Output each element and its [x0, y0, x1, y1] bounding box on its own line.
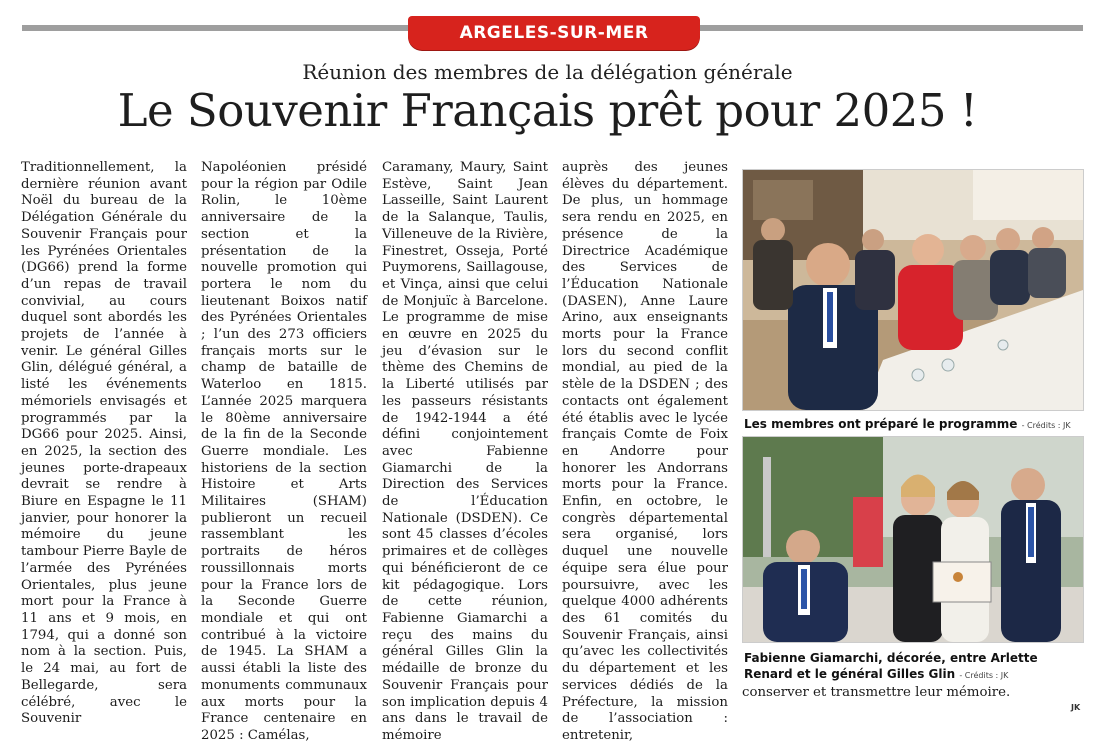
photo-medal-presentation — [742, 436, 1084, 643]
article-headline: Le Souvenir Français prêt pour 2025 ! — [117, 84, 978, 137]
caption-credit: - Crédits : JK — [959, 671, 1009, 680]
author-signoff: JK — [1071, 703, 1081, 712]
photo-caption-2 — [744, 650, 1084, 684]
article-column-3: Caramany, Maury, Saint Estève, Saint Jean Lasseille, Saint Laurent de la Salanque, Taulis, Villeneuve de la Rivière, Finestret, Osseja, Porté Puymorens, Saillagouse, et Vinça, ainsi que celui de Monjuïc à Barcelone. Le programme de mise en œuvre en 2025 du jeu d’évasion sur le thème des Chemins de la Liberté utilisés par les passeurs résistants de 1942-1944 a été défini conjointement avec Fabienne Giamarchi de la Direction des Services de l’Éducation Nationale (DSDEN). Ce sont 45 classes d’écoles primaires et de collèges qui bénéficieront de ce kit pédagogique. Lors de cette réunion, Fabienne Giamarchi a reçu des mains du général Gilles Glin la médaille de bronze du Souvenir Français pour son implication depuis 4 ans dans le travail de mémoire — [382, 160, 548, 743]
section-banner: ARGELES-SUR-MER — [408, 16, 700, 50]
article-column-1: Traditionnellement, la dernière réunion avant Noël du bureau de la Délégation Générale du Souvenir Français pour les Pyrénées Orientales (DG66) prend la forme d’un repas de travail convivial, au cours duquel sont abordés les projets de l’année à venir. Le général Gilles Glin, délégué général, a listé les événements mémoriels envisagés et programmés par la DG66 pour 2025. Ainsi, en 2025, la section des jeunes porte-drapeaux devrait se rendre à Biure en Espagne le 11 janvier, pour honorer la mémoire du jeune tambour Pierre Bayle de l’armée des Pyrénées Orientales, plus jeune mort pour la France à 11 ans et 9 mois, en 1794, qui a donné son nom à la section. Puis, le 24 mai, au fort de Bellegarde, sera célébré, avec le Souvenir — [21, 160, 187, 727]
article-kicker: Réunion des membres de la délégation générale — [302, 60, 793, 84]
article-end-line: conserver et transmettre leur mémoire. — [742, 685, 1011, 700]
caption-text: Fabienne Giamarchi, décorée, entre Arlette Renard et le général Gilles Glin — [744, 651, 1038, 681]
caption-text: Les membres ont préparé le programme — [744, 417, 1018, 431]
article-column-4: auprès des jeunes élèves du département. De plus, un hommage sera rendu en 2025, en présence de la Directrice Académique des Services de l’Éducation Nationale (DASEN), Anne Laure Arino, aux enseignants morts pour la France lors du second conflit mondial, au pied de la stèle de la DSDEN ; des contacts ont également été établis avec le lycée français Comte de Foix en Andorre pour honorer les Andorrans morts pour la France. Enfin, en octobre, le congrès départemental sera organisé, lors duquel une nouvelle équipe sera élue pour poursuivre, avec les quelque 4000 adhérents des 61 comités du Souvenir Français, ainsi qu’avec les collectivités du département et les services dédiés de la Préfecture, la mission de l’association : entretenir, — [562, 160, 728, 743]
photo-members-meeting — [742, 169, 1084, 411]
article-column-2: Napoléonien présidé pour la région par Odile Rolin, le 10ème anniversaire de la section et la présentation de la nouvelle promotion qui portera le nom du lieutenant Boixos natif des Pyrénées Orientales ; l’un des 273 officiers français morts sur le champ de bataille de Waterloo en 1815. L’année 2025 marquera le 80ème anniversaire de la fin de la Seconde Guerre mondiale. Les historiens de la section Histoire et Arts Militaires (SHAM) publieront un recueil rassemblant les portraits de héros roussillonnais morts pour la France lors de la Seconde Guerre mondiale et qui ont contribué à la victoire de 1945. La SHAM a aussi établi la liste des monuments communaux aux morts pour la France centenaire en 2025 : Camélas, — [201, 160, 367, 743]
caption-credit: - Crédits : JK — [1021, 421, 1071, 430]
photo-caption-1 — [744, 416, 1084, 434]
